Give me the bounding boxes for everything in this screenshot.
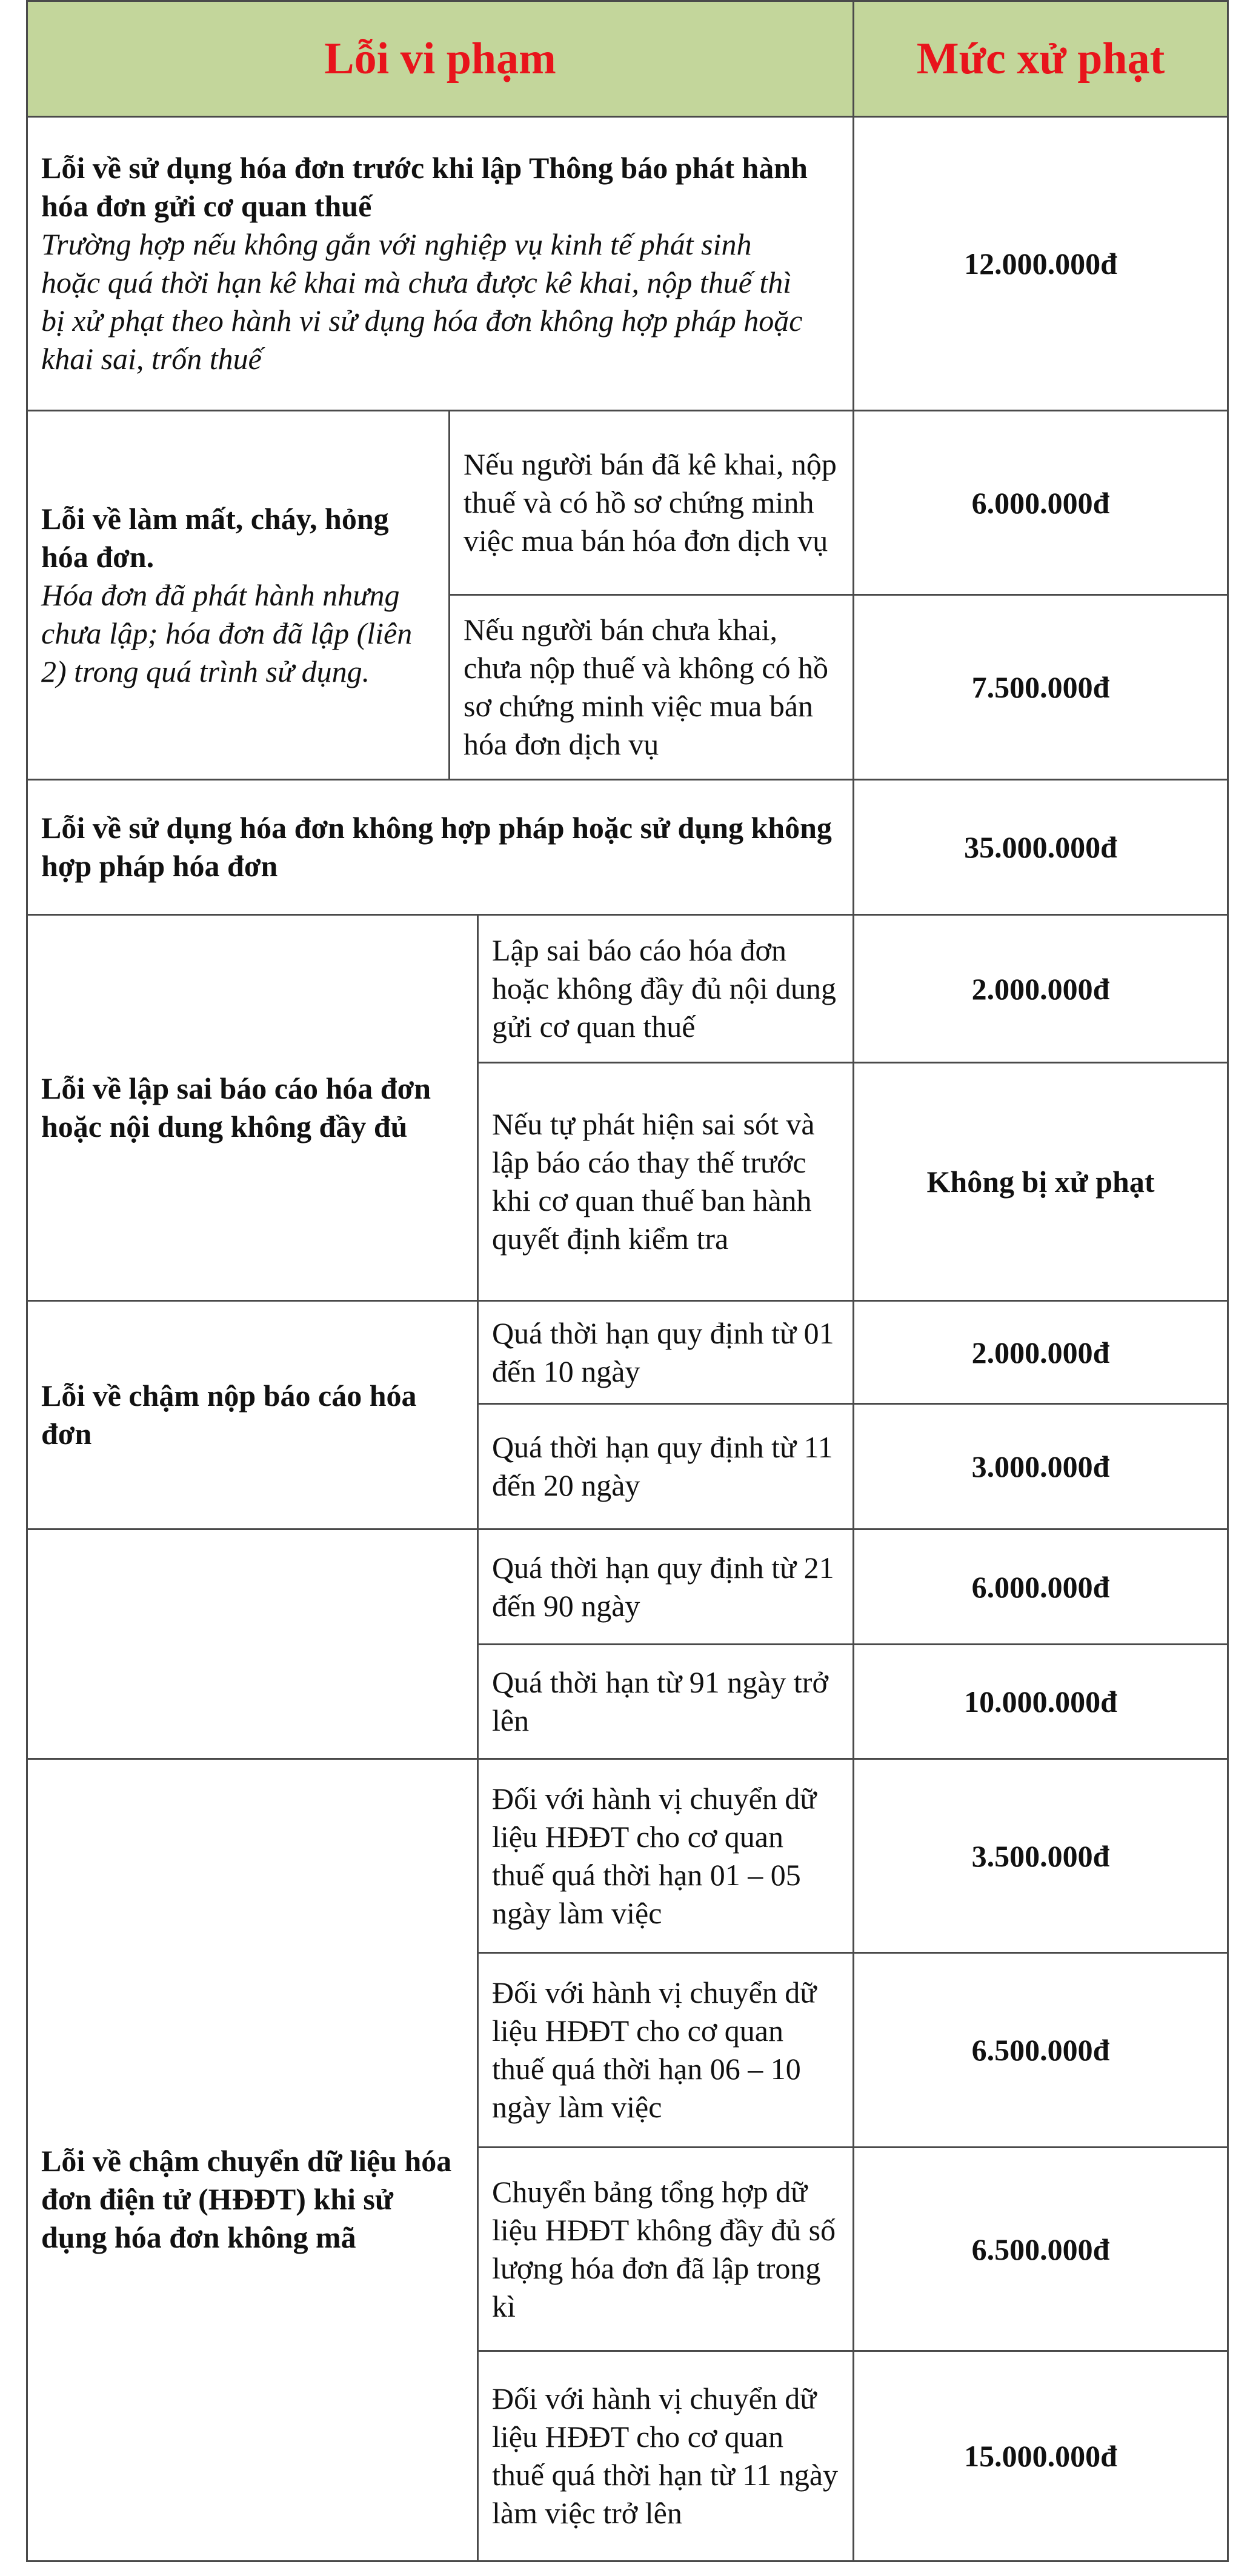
case-cell <box>448 410 854 596</box>
violation-cell <box>26 914 479 1302</box>
penalty-amount <box>853 594 1229 780</box>
violation-title: Lỗi về sử dụng hóa đơn trước khi lập Thông báo phát hành hóa đơn gửi cơ quan thuế <box>41 151 808 223</box>
case-text: Nếu người bán đã kê khai, nộp thuế và có hồ sơ chứng minh việc mua bán hóa đơn dịch vụ <box>464 447 837 557</box>
case-cell <box>477 1062 854 1302</box>
violation-title: Lỗi về làm mất, cháy, hỏng hóa đơn. <box>41 501 389 574</box>
case-cell <box>477 1300 854 1405</box>
penalty-amount <box>853 1403 1229 1530</box>
case-text: Đối với hành vị chuyển dữ liệu HĐĐT cho cơ quan thuế quá thời hạn 06 – 10 ngày làm việc <box>492 1975 817 2124</box>
violation-title: Lỗi về chậm nộp báo cáo hóa đơn <box>41 1379 417 1451</box>
case-text: Lập sai báo cáo hóa đơn hoặc không đầy đủ nội dung gửi cơ quan thuế <box>492 933 836 1043</box>
case-cell <box>477 1952 854 2148</box>
penalty-table <box>26 0 1229 2562</box>
penalty-amount-text: 3.500.000đ <box>971 1839 1110 1873</box>
case-cell <box>477 1528 854 1645</box>
penalty-amount-text: Không bị xử phạt <box>926 1165 1155 1199</box>
violation-cell <box>26 410 450 780</box>
penalty-amount <box>853 914 1229 1063</box>
violation-title: Lỗi về sử dụng hóa đơn không hợp pháp hoặc sử dụng không hợp pháp hóa đơn <box>41 811 832 883</box>
penalty-amount <box>853 779 1229 916</box>
penalty-amount-text: 2.000.000đ <box>971 1335 1110 1370</box>
case-text: Chuyển bảng tổng hợp dữ liệu HĐĐT không đầy đủ số lượng hóa đơn đã lập trong kì <box>492 2174 836 2323</box>
penalty-amount-text: 12.000.000đ <box>964 247 1117 281</box>
penalty-amount <box>853 116 1229 411</box>
penalty-amount-text: 6.000.000đ <box>971 485 1110 520</box>
case-cell <box>477 2350 854 2562</box>
penalty-amount <box>853 410 1229 596</box>
penalty-amount <box>853 2146 1229 2352</box>
penalty-amount-text: 7.500.000đ <box>971 670 1110 704</box>
penalty-amount-text: 35.000.000đ <box>964 830 1117 864</box>
header-violation <box>26 0 854 118</box>
header-penalty-label: Mức xử phạt <box>916 33 1165 84</box>
penalty-amount <box>853 1528 1229 1645</box>
case-text: Quá thời hạn từ 91 ngày trở lên <box>492 1665 828 1737</box>
case-cell <box>448 594 854 780</box>
penalty-amount-text: 15.000.000đ <box>964 2439 1117 2473</box>
penalty-amount-text: 2.000.000đ <box>971 971 1110 1006</box>
penalty-amount-text: 3.000.000đ <box>971 1449 1110 1483</box>
case-cell <box>477 2146 854 2352</box>
penalty-amount <box>853 1643 1229 1760</box>
case-text: Nếu tự phát hiện sai sót và lập báo cáo thay thế trước khi cơ quan thuế ban hành quyết định kiểm tra <box>492 1107 815 1256</box>
case-text: Quá thời hạn quy định từ 21 đến 90 ngày <box>492 1550 834 1623</box>
violation-title: Lỗi về chậm chuyển dữ liệu hóa đơn điện tử (HĐĐT) khi sử dụng hóa đơn không mã <box>41 2144 452 2254</box>
violation-cell <box>26 1300 479 1530</box>
case-cell <box>477 1643 854 1760</box>
violation-title: Lỗi về lập sai báo cáo hóa đơn hoặc nội dung không đầy đủ <box>41 1071 431 1143</box>
penalty-amount <box>853 1300 1229 1405</box>
case-text: Đối với hành vị chuyển dữ liệu HĐĐT cho cơ quan thuế quá thời hạn từ 11 ngày làm việc trở lên <box>492 2381 839 2530</box>
violation-cell <box>26 1758 479 2562</box>
case-text: Quá thời hạn quy định từ 01 đến 10 ngày <box>492 1316 834 1388</box>
penalty-amount <box>853 1062 1229 1302</box>
case-text: Quá thời hạn quy định từ 11 đến 20 ngày <box>492 1430 833 1502</box>
violation-cell <box>26 779 854 916</box>
penalty-amount-text: 10.000.000đ <box>964 1685 1117 1719</box>
penalty-amount <box>853 2350 1229 2562</box>
penalty-amount-text: 6.500.000đ <box>971 2232 1110 2266</box>
case-text: Đối với hành vị chuyển dữ liệu HĐĐT cho cơ quan thuế quá thời hạn 01 – 05 ngày làm việc <box>492 1781 817 1930</box>
violation-note: Hóa đơn đã phát hành nhưng chưa lập; hóa đơn đã lập (liên 2) trong quá trình sử dụng. <box>41 577 413 688</box>
empty-cell <box>26 1528 479 1760</box>
penalty-amount <box>853 1758 1229 1954</box>
header-violation-label: Lỗi vi phạm <box>324 33 556 84</box>
penalty-amount <box>853 1952 1229 2148</box>
violation-note: Trường hợp nếu không gắn với nghiệp vụ kinh tế phát sinh hoặc quá thời hạn kê khai mà chưa được kê khai, nộp thuế thì bị xử phạt theo hành vi sử dụng hóa đơn không hợp pháp hoặc khai sai, trốn thuế <box>41 227 803 376</box>
penalty-amount-text: 6.000.000đ <box>971 1569 1110 1604</box>
penalty-amount-text: 6.500.000đ <box>971 2033 1110 2067</box>
case-cell <box>477 914 854 1063</box>
case-cell <box>477 1403 854 1530</box>
case-text: Nếu người bán chưa khai, chưa nộp thuế và không có hồ sơ chứng minh việc mua bán hóa đơn dịch vụ <box>464 613 828 761</box>
header-penalty <box>853 0 1229 118</box>
violation-cell <box>26 116 854 411</box>
case-cell <box>477 1758 854 1954</box>
